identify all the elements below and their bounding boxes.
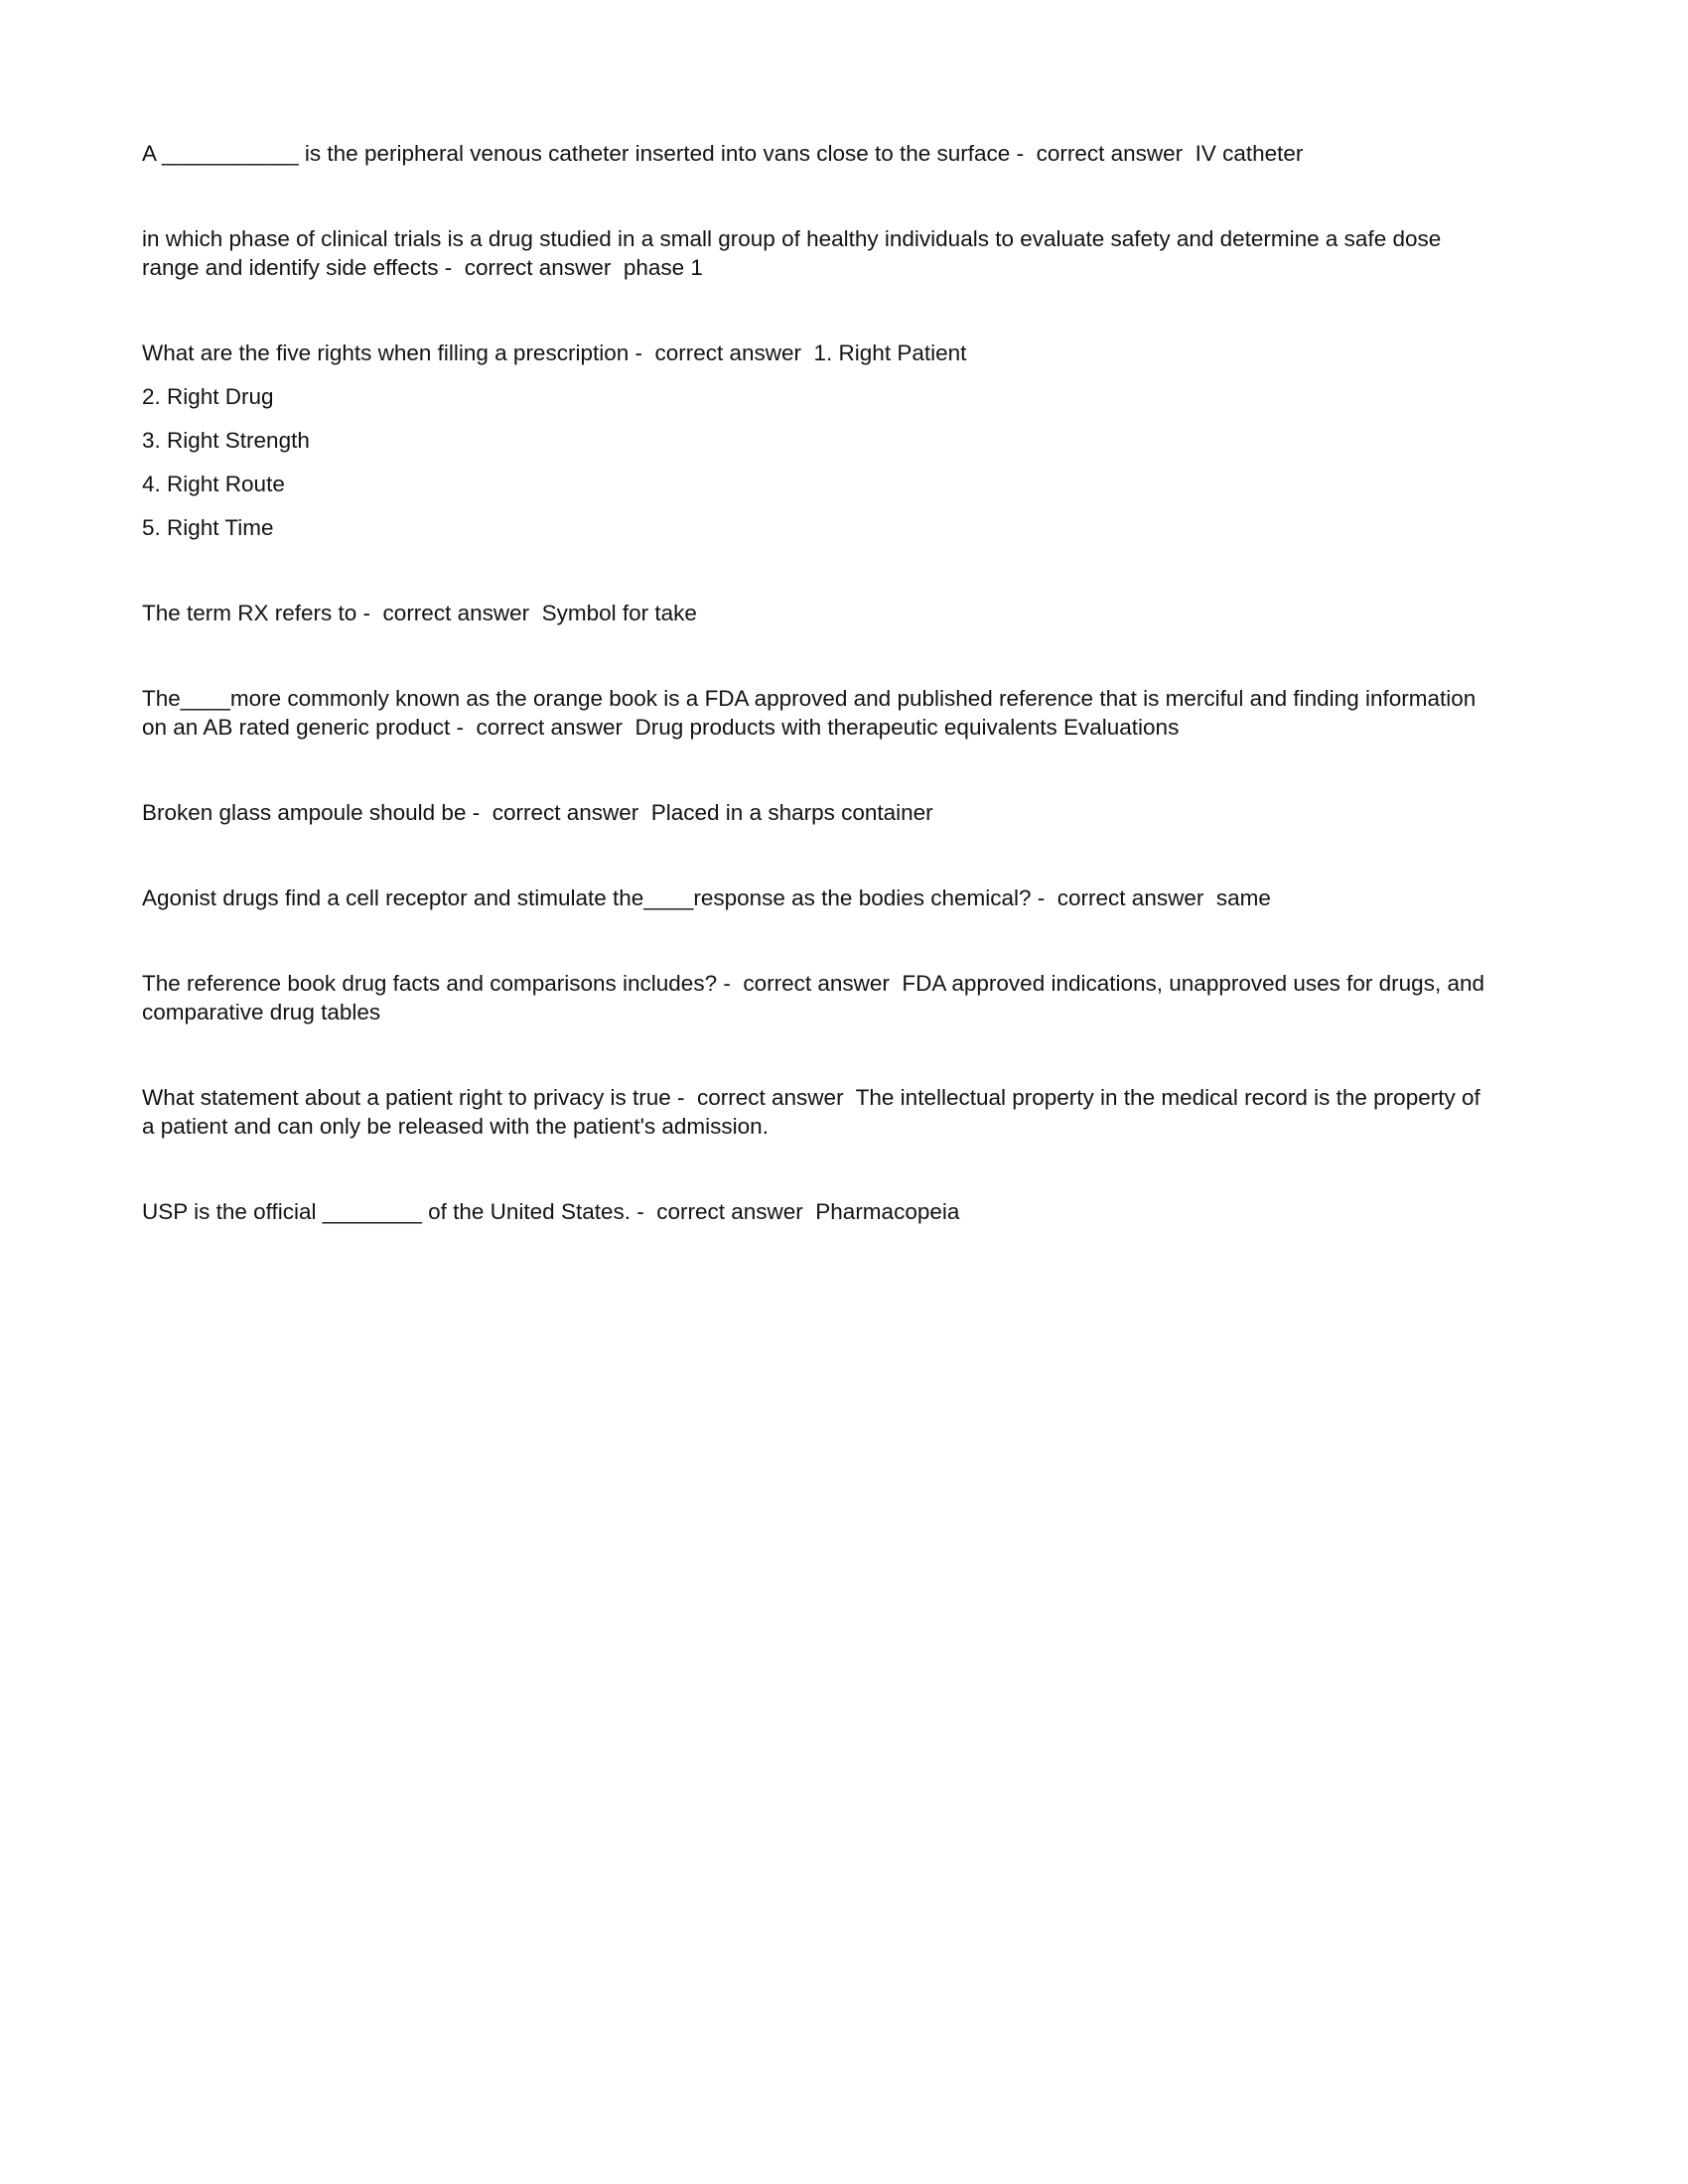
qa-paragraph: Broken glass ampoule should be - correct answer Placed in a sharps container xyxy=(142,800,933,825)
qa-paragraph: Agonist drugs find a cell receptor and stimulate the____response as the bodies chemical? - correct answer same xyxy=(142,886,1271,910)
list-item-paragraph: 5. Right Time xyxy=(142,515,274,540)
qa-paragraph: in which phase of clinical trials is a drug studied in a small group of healthy individuals to evaluate safety and determine a safe dose range and identify side effects - correct answer phase 1 xyxy=(142,226,1448,280)
list-item-paragraph: 4. Right Route xyxy=(142,472,285,496)
qa-paragraph: A ___________ is the peripheral venous catheter inserted into vans close to the surface - correct answer IV catheter xyxy=(142,141,1304,166)
qa-paragraph: The reference book drug facts and comparisons includes? - correct answer FDA approved indications, unapproved uses for drugs, and comparative drug tables xyxy=(142,971,1491,1024)
qa-paragraph: What are the five rights when filling a prescription - correct answer 1. Right Patient xyxy=(142,341,967,365)
qa-paragraph: What statement about a patient right to privacy is true - correct answer The intellectual property in the medical record is the property of a patient and can only be released with the patient's admission. xyxy=(142,1085,1486,1139)
list-item-paragraph: 3. Right Strength xyxy=(142,428,310,453)
list-item-paragraph: 2. Right Drug xyxy=(142,384,274,409)
qa-paragraph: The____more commonly known as the orange book is a FDA approved and published reference that is merciful and finding information on an AB rated generic product - correct answer Drug products with therapeutic equivalents Evaluations xyxy=(142,686,1482,740)
qa-paragraph: The term RX refers to - correct answer Symbol for take xyxy=(142,601,697,625)
qa-paragraph: USP is the official ________ of the United States. - correct answer Pharmacopeia xyxy=(142,1199,960,1224)
